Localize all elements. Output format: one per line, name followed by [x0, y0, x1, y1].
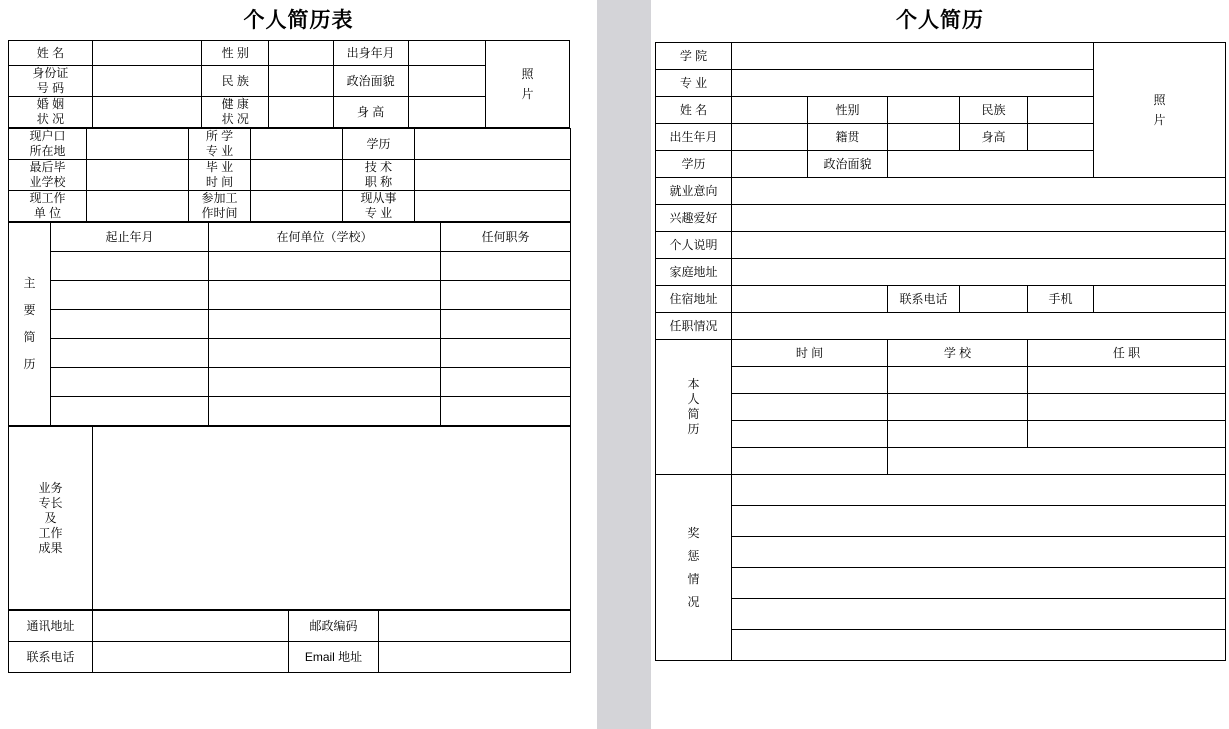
school-label-line1: 最后毕	[29, 160, 66, 174]
table-row	[656, 568, 1226, 599]
side-label-char-3: 历	[687, 422, 700, 436]
residence-label	[9, 129, 87, 160]
table-row	[656, 205, 1226, 232]
skills-label-line3: 工作	[38, 525, 63, 540]
major-label-line1: 所 学	[205, 129, 234, 143]
school-label-line2: 业学校	[29, 175, 66, 189]
id-label-line2: 号 码	[36, 81, 65, 95]
resume-cell-unit[interactable]	[209, 339, 441, 368]
side-label-char-3: 历	[23, 357, 36, 371]
awards-row[interactable]	[732, 537, 1226, 568]
height-label: 身高	[960, 124, 1028, 151]
mail-address-label: 通讯地址	[9, 611, 93, 642]
table-row	[9, 611, 571, 642]
resume-cell-unit[interactable]	[209, 310, 441, 339]
resume-cell-period[interactable]	[51, 252, 209, 281]
school-value[interactable]	[87, 160, 189, 191]
photo-label-line1: 照	[1153, 92, 1166, 107]
email-label: Email 地址	[289, 642, 379, 673]
name-label: 姓 名	[9, 41, 93, 66]
page-title: 个人简历	[896, 8, 984, 32]
resume-header-unit: 在何单位（学校）	[209, 223, 441, 252]
health-label-line2: 状 况	[221, 112, 249, 126]
residence-label-line1: 现户口	[29, 129, 66, 143]
gender-label: 性别	[808, 97, 888, 124]
home-address-label: 家庭地址	[656, 259, 732, 286]
current-address-value[interactable]	[732, 286, 888, 313]
phone-value[interactable]	[93, 642, 289, 673]
photo-placeholder	[1094, 43, 1226, 178]
position-status-label: 任职情况	[656, 313, 732, 340]
resume-header-period: 起止年月	[51, 223, 209, 252]
graduate-label-line2: 时 间	[205, 175, 234, 189]
table-header-row	[9, 223, 571, 252]
mail-address-value[interactable]	[93, 611, 289, 642]
college-value[interactable]	[732, 43, 1094, 70]
resume-cell-position[interactable]	[441, 281, 571, 310]
gender-value[interactable]	[269, 41, 333, 66]
birth-label: 出身年月	[333, 41, 408, 66]
personal-resume-cell-time[interactable]	[732, 421, 888, 448]
awards-row[interactable]	[732, 475, 1226, 506]
table-row	[9, 310, 571, 339]
title-label-line1: 技 术	[364, 160, 393, 174]
personal-resume-cell-school[interactable]	[888, 421, 1028, 448]
awards-row[interactable]	[732, 630, 1226, 661]
health-value[interactable]	[269, 97, 333, 128]
political-value[interactable]	[888, 151, 1094, 178]
side-label-char-2: 简	[23, 330, 36, 344]
table-row	[656, 421, 1226, 448]
major-label-line2: 专 业	[205, 144, 234, 158]
resume-cell-period[interactable]	[51, 368, 209, 397]
work-unit-label-line2: 单 位	[33, 206, 62, 220]
marriage-value[interactable]	[92, 97, 202, 128]
photo-label-line2: 片	[1153, 113, 1166, 127]
education-label: 学历	[343, 129, 415, 160]
personal-resume-header-position: 任 职	[1028, 340, 1226, 367]
resume-cell-period[interactable]	[51, 310, 209, 339]
personal-resume-cell-position[interactable]	[1028, 367, 1226, 394]
current-address-label: 住宿地址	[656, 286, 732, 313]
resume-page-left	[0, 0, 597, 729]
table-row	[9, 160, 571, 191]
side-label-char-1: 人	[687, 392, 700, 406]
education-label: 学历	[656, 151, 732, 178]
skills-label-line4: 成果	[38, 540, 63, 555]
skills-label-line1: 专长	[38, 495, 63, 510]
major-value[interactable]	[732, 70, 1094, 97]
table-row	[656, 537, 1226, 568]
home-address-value[interactable]	[732, 259, 1226, 286]
origin-label: 籍贯	[808, 124, 888, 151]
resume-cell-position[interactable]	[441, 397, 571, 426]
table-row	[9, 191, 571, 222]
work-time-label-line2: 作时间	[201, 206, 238, 220]
resume-cell-position[interactable]	[441, 368, 571, 397]
gender-value[interactable]	[888, 97, 960, 124]
current-job-label-line1: 现从事	[360, 191, 397, 205]
background-info-table	[8, 128, 571, 222]
resume-cell-position[interactable]	[441, 310, 571, 339]
table-row	[656, 232, 1226, 259]
contact-table	[8, 610, 571, 673]
health-label	[202, 97, 269, 128]
table-row	[9, 41, 570, 66]
personal-resume-cell-school[interactable]	[888, 367, 1028, 394]
birth-value[interactable]	[732, 124, 808, 151]
technical-title-value[interactable]	[415, 160, 571, 191]
personal-resume-header-school: 学 校	[888, 340, 1028, 367]
table-header-row	[656, 340, 1226, 367]
nation-value[interactable]	[1028, 97, 1094, 124]
resume-page-right	[651, 0, 1229, 729]
marriage-label-line1: 婚 姻	[36, 97, 65, 111]
table-row	[9, 252, 571, 281]
personal-resume-cell-time[interactable]	[732, 367, 888, 394]
education-value[interactable]	[732, 151, 808, 178]
resume-cell-unit[interactable]	[209, 397, 441, 426]
nation-label: 民族	[960, 97, 1028, 124]
major-value[interactable]	[251, 129, 343, 160]
skills-table	[8, 426, 571, 610]
work-start-value[interactable]	[251, 191, 343, 222]
table-row	[9, 66, 570, 97]
phone-label: 联系电话	[9, 642, 93, 673]
skills-label	[9, 427, 93, 610]
health-label-line1: 健 康	[221, 97, 249, 111]
table-row	[656, 178, 1226, 205]
personal-resume-cell-time[interactable]	[732, 448, 888, 475]
graduate-label-line1: 毕 业	[205, 160, 234, 174]
current-job-value[interactable]	[415, 191, 571, 222]
technical-title-label	[343, 160, 415, 191]
political-value[interactable]	[408, 66, 485, 97]
id-label-line1: 身份证	[32, 66, 69, 80]
work-time-label-line1: 参加工	[201, 191, 238, 205]
origin-value[interactable]	[888, 124, 960, 151]
table-row	[9, 129, 571, 160]
personal-resume-cell-school[interactable]	[888, 448, 1226, 475]
photo-placeholder	[486, 41, 570, 128]
school-label	[9, 160, 87, 191]
table-row	[656, 43, 1226, 70]
personal-resume-cell-position[interactable]	[1028, 421, 1226, 448]
page-gap-divider	[597, 0, 651, 729]
resume-cell-unit[interactable]	[209, 368, 441, 397]
table-row	[656, 506, 1226, 537]
table-row	[656, 394, 1226, 421]
id-value[interactable]	[92, 66, 202, 97]
college-label: 学 院	[656, 43, 732, 70]
photo-label-line1: 照	[521, 66, 534, 81]
personal-resume-cell-position[interactable]	[1028, 394, 1226, 421]
name-value[interactable]	[92, 41, 202, 66]
contact-phone-value[interactable]	[960, 286, 1028, 313]
personal-resume-header-time: 时 间	[732, 340, 888, 367]
height-value[interactable]	[408, 97, 485, 128]
table-row	[656, 599, 1226, 630]
table-row	[9, 281, 571, 310]
photo-label-line2: 片	[521, 87, 534, 101]
birth-label: 出生年月	[656, 124, 732, 151]
table-row	[656, 286, 1226, 313]
postcode-value[interactable]	[379, 611, 571, 642]
awards-row[interactable]	[732, 599, 1226, 630]
current-job-label	[343, 191, 415, 222]
mobile-value[interactable]	[1094, 286, 1226, 313]
table-row	[656, 448, 1226, 475]
right-resume-table	[655, 42, 1226, 661]
table-row	[9, 397, 571, 426]
graduate-time-label	[189, 160, 251, 191]
resume-side-label	[9, 223, 51, 426]
marriage-label-line2: 状 况	[36, 112, 65, 126]
work-unit-label-line1: 现工作	[29, 191, 66, 205]
basic-info-table	[8, 40, 570, 128]
table-row	[9, 97, 570, 128]
birth-value[interactable]	[408, 41, 485, 66]
position-status-value[interactable]	[732, 313, 1226, 340]
awards-side-label	[656, 475, 732, 661]
resume-cell-unit[interactable]	[209, 281, 441, 310]
work-unit-label	[9, 191, 87, 222]
email-value[interactable]	[379, 642, 571, 673]
id-label	[9, 66, 93, 97]
side-label-char-1: 惩	[687, 548, 700, 563]
side-label-char-2: 情	[687, 571, 700, 586]
table-row	[656, 367, 1226, 394]
resume-cell-unit[interactable]	[209, 252, 441, 281]
residence-value[interactable]	[87, 129, 189, 160]
side-label-char-0: 本	[687, 377, 700, 391]
side-label-char-0: 主	[23, 276, 36, 290]
side-label-char-0: 奖	[687, 525, 700, 540]
resume-cell-position[interactable]	[441, 252, 571, 281]
resume-cell-period[interactable]	[51, 339, 209, 368]
graduate-time-value[interactable]	[251, 160, 343, 191]
height-label: 身 高	[333, 97, 408, 128]
personal-resume-cell-school[interactable]	[888, 394, 1028, 421]
main-resume-table	[8, 222, 571, 426]
gender-label: 性 别	[202, 41, 269, 66]
resume-cell-period[interactable]	[51, 397, 209, 426]
nation-value[interactable]	[269, 66, 333, 97]
name-value[interactable]	[732, 97, 808, 124]
table-row	[9, 368, 571, 397]
political-label: 政治面貌	[333, 66, 408, 97]
hobby-label: 兴趣爱好	[656, 205, 732, 232]
nation-label: 民 族	[202, 66, 269, 97]
marriage-label	[9, 97, 93, 128]
residence-label-line2: 所在地	[29, 144, 66, 158]
awards-row[interactable]	[732, 568, 1226, 599]
table-row	[9, 642, 571, 673]
work-start-label	[189, 191, 251, 222]
table-row	[656, 313, 1226, 340]
title-label-line2: 职 称	[364, 175, 393, 189]
job-intention-label: 就业意向	[656, 178, 732, 205]
resume-header-position: 任何职务	[441, 223, 571, 252]
side-label-char-1: 要	[23, 303, 36, 317]
self-intro-value[interactable]	[732, 232, 1226, 259]
side-label-char-3: 况	[687, 594, 700, 609]
side-label-char-2: 简	[687, 407, 700, 421]
contact-phone-label: 联系电话	[888, 286, 960, 313]
job-intention-value[interactable]	[732, 178, 1226, 205]
table-row	[656, 475, 1226, 506]
hobby-value[interactable]	[732, 205, 1226, 232]
major-label	[189, 129, 251, 160]
personal-resume-cell-time[interactable]	[732, 394, 888, 421]
name-label: 姓 名	[656, 97, 732, 124]
resume-cell-period[interactable]	[51, 281, 209, 310]
table-row	[656, 259, 1226, 286]
current-job-label-line2: 专 业	[364, 206, 393, 220]
mobile-label: 手机	[1028, 286, 1094, 313]
self-intro-label: 个人说明	[656, 232, 732, 259]
skills-label-line0: 业务	[38, 480, 63, 495]
table-row	[9, 339, 571, 368]
work-unit-value[interactable]	[87, 191, 189, 222]
postcode-label: 邮政编码	[289, 611, 379, 642]
skills-value[interactable]	[93, 427, 571, 610]
table-row	[656, 630, 1226, 661]
resume-cell-position[interactable]	[441, 339, 571, 368]
table-row	[9, 427, 571, 610]
awards-row[interactable]	[732, 506, 1226, 537]
skills-label-line2: 及	[44, 510, 57, 525]
height-value[interactable]	[1028, 124, 1094, 151]
personal-resume-side-label	[656, 340, 732, 475]
political-label: 政治面貌	[808, 151, 888, 178]
page-title: 个人简历表	[243, 8, 354, 32]
education-value[interactable]	[415, 129, 571, 160]
major-label: 专 业	[656, 70, 732, 97]
